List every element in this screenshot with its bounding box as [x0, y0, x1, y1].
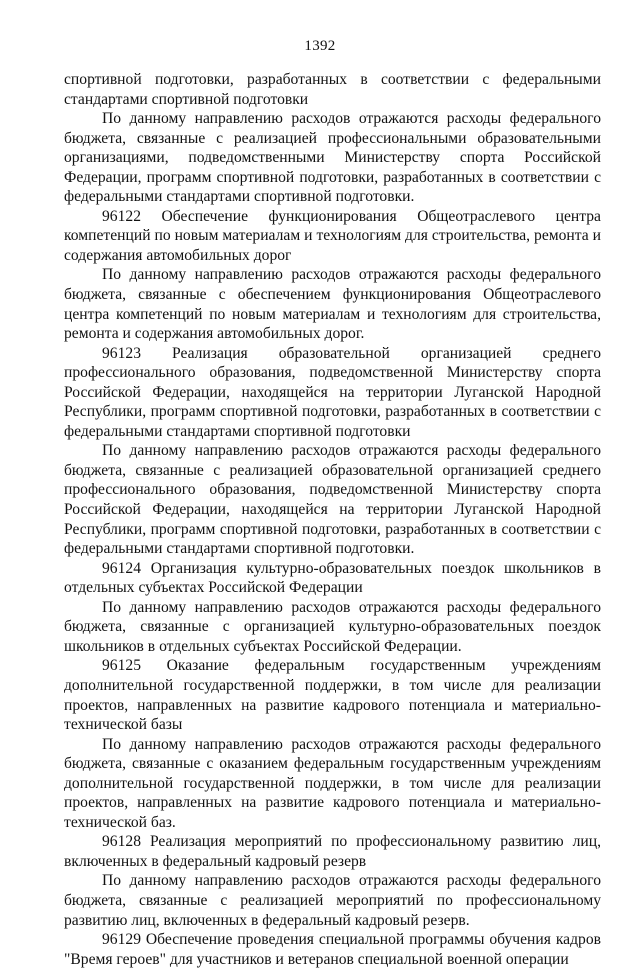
expense-heading-96123: [64, 344, 601, 442]
expense-code: 96125: [102, 657, 141, 675]
page-number: 1392: [304, 38, 336, 54]
document-body: [64, 70, 601, 969]
paragraph-text: спортивной подготовки, разработанных в соответствии с федеральными стандартами спортивной подготовки: [64, 71, 601, 108]
expense-title: Реализация мероприятий по профессиональному развитию лиц, включенных в федеральный кадровый резерв: [64, 833, 601, 870]
paragraph-text: По данному направлению расходов отражаются расходы федерального бюджета, связанные с организацией культурно-образовательных поездок школьников в отдельных субъектах Российской Федерации.: [64, 598, 601, 655]
expense-title: Обеспечение функционирования Общеотраслевого центра компетенций по новым материалам и технологиям для строительства, ремонта и содержания автомобильных дорог: [64, 207, 601, 264]
expense-heading-96122: [64, 207, 601, 266]
expense-description-96123: [64, 441, 601, 558]
expense-title: Обеспечение проведения специальной программы обучения кадров "Время героев" для участников и ветеранов специальной военной операции: [64, 931, 601, 968]
paragraph-text: По данному направлению расходов отражаются расходы федерального бюджета, связанные с реализацией мероприятий по профессиональному развитию лиц, включенных в федеральный кадровый резерв.: [64, 872, 601, 929]
continuation-paragraph: [64, 70, 601, 109]
expense-code: 96129: [102, 931, 141, 949]
expense-title: Реализация образовательной организацией среднего профессионального образования, подведомственной Министерству спорта Российской Федерации, находящейся на территории Луганской Народной Республики, программ спортивной подготовки, разработанных в соответствии с федеральными стандартами спортивной подготовки: [64, 344, 601, 440]
expense-heading-96124: [64, 559, 601, 598]
paragraph-text: По данному направлению расходов отражаются расходы федерального бюджета, связанные с реализацией образовательной организацией среднего профессионального образования, подведомственной Министерству спорта Российской Федерации, находящейся на территории Луганской Народной Республики, программ спортивной подготовки, разработанных в соответствии с федеральными стандартами спортивной подготовки.: [64, 442, 601, 558]
expense-code: 96124: [102, 559, 141, 577]
expense-description-96125: [64, 735, 601, 833]
expense-title: Организация культурно-образовательных поездок школьников в отдельных субъектах Российской Федерации: [64, 559, 601, 597]
expense-code: 96128: [102, 833, 141, 851]
expense-description-96124: [64, 598, 601, 657]
expense-code: 96122: [102, 207, 141, 225]
expense-description-96122: [64, 265, 601, 343]
expense-heading-96128: [64, 832, 601, 871]
paragraph-text: По данному направлению расходов отражаются расходы федерального бюджета, связанные с обеспечением функционирования Общеотраслевого центра компетенций по новым материалам и технологиям для строительства, ремонта и содержания автомобильных дорог.: [64, 266, 601, 343]
expense-heading-96125: [64, 656, 601, 734]
paragraph-text: По данному направлению расходов отражаются расходы федерального бюджета, связанные с оказанием федеральным государственным учреждениям дополнительной государственной поддержки, в том числе для реализации проектов, направленных на развитие кадрового потенциала и материально-технической баз.: [64, 735, 601, 831]
paragraph-text: По данному направлению расходов отражаются расходы федерального бюджета, связанные с реализацией профессиональными образовательными организациями, подведомственными Министерству спорта Российской Федерации, программ спортивной подготовки, разработанных в соответствии с федеральными стандартами спортивной подготовки.: [64, 110, 601, 206]
expense-title: Оказание федеральным государственным учреждениям дополнительной государственной поддержки, в том числе для реализации проектов, направленных на развитие кадрового потенциала и материально-технической базы: [64, 657, 601, 734]
expense-description-96128: [64, 871, 601, 930]
expense-code: 96123: [102, 344, 141, 362]
expense-description-96121: [64, 109, 601, 207]
expense-heading-96129: [64, 930, 601, 969]
